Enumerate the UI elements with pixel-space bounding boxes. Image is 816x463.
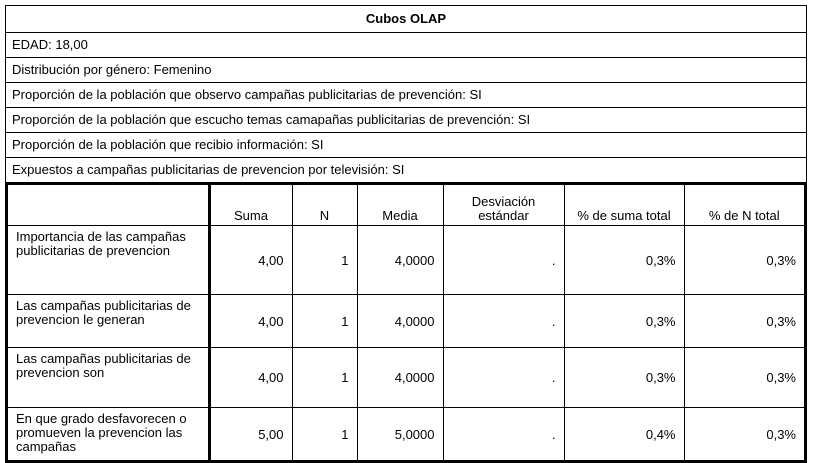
table-row: [8, 348, 804, 408]
cell-n: 1: [292, 226, 357, 295]
column-header-media: Media: [357, 185, 443, 226]
cell-desviacion: .: [443, 348, 564, 408]
cell-pct-suma: 0,4%: [564, 408, 684, 461]
layer-expuestos-television: Expuestos a campañas publicitarias de prevencion por televisión: SI: [5, 157, 807, 182]
cell-pct-suma: 0,3%: [564, 226, 684, 295]
corner-cell: [8, 185, 209, 226]
cell-n: 1: [292, 295, 357, 348]
column-header-n: N: [292, 185, 357, 226]
cell-suma: 4,00: [209, 348, 292, 408]
statistics-grid: [5, 182, 807, 463]
column-header-pct-suma: % de suma total: [564, 185, 684, 226]
cell-pct-n: 0,3%: [684, 348, 804, 408]
layer-recibio-informacion: Proporción de la población que recibio información: SI: [5, 132, 807, 157]
column-header-suma: Suma: [209, 185, 292, 226]
cell-n: 1: [292, 408, 357, 461]
cell-desviacion: .: [443, 295, 564, 348]
cell-desviacion: .: [443, 226, 564, 295]
cell-pct-n: 0,3%: [684, 295, 804, 348]
cell-desviacion: .: [443, 408, 564, 461]
layer-escucho-campanas: Proporción de la población que escucho temas camapañas publicitarias de prevención: SI: [5, 107, 807, 132]
layer-observo-campanas: Proporción de la población que observo campañas publicitarias de prevención: SI: [5, 82, 807, 107]
cell-suma: 5,00: [209, 408, 292, 461]
cell-suma: 4,00: [209, 295, 292, 348]
row-label: Importancia de las campañas publicitarias de prevencion: [8, 226, 209, 295]
table-row: [8, 226, 804, 295]
cell-suma: 4,00: [209, 226, 292, 295]
layer-edad: EDAD: 18,00: [5, 32, 807, 57]
layer-genero: Distribución por género: Femenino: [5, 57, 807, 82]
cell-n: 1: [292, 348, 357, 408]
table-row: [8, 408, 804, 461]
cell-pct-suma: 0,3%: [564, 295, 684, 348]
cell-media: 4,0000: [357, 295, 443, 348]
table-row: [8, 295, 804, 348]
olap-cube-table: [5, 5, 807, 463]
cell-media: 4,0000: [357, 348, 443, 408]
row-label: Las campañas publicitarias de prevencion son: [8, 348, 209, 408]
header-row: [8, 185, 804, 226]
column-header-pct-n: % de N total: [684, 185, 804, 226]
column-header-desviacion: Desviación estándar: [443, 185, 564, 226]
row-label: Las campañas publicitarias de prevencion le generan: [8, 295, 209, 348]
table-title: Cubos OLAP: [5, 5, 807, 32]
cell-media: 4,0000: [357, 226, 443, 295]
cell-pct-n: 0,3%: [684, 408, 804, 461]
cell-media: 5,0000: [357, 408, 443, 461]
cell-pct-suma: 0,3%: [564, 348, 684, 408]
row-label: En que grado desfavorecen o promueven la prevencion las campañas: [8, 408, 209, 461]
statistics-table: [8, 185, 804, 460]
cell-pct-n: 0,3%: [684, 226, 804, 295]
